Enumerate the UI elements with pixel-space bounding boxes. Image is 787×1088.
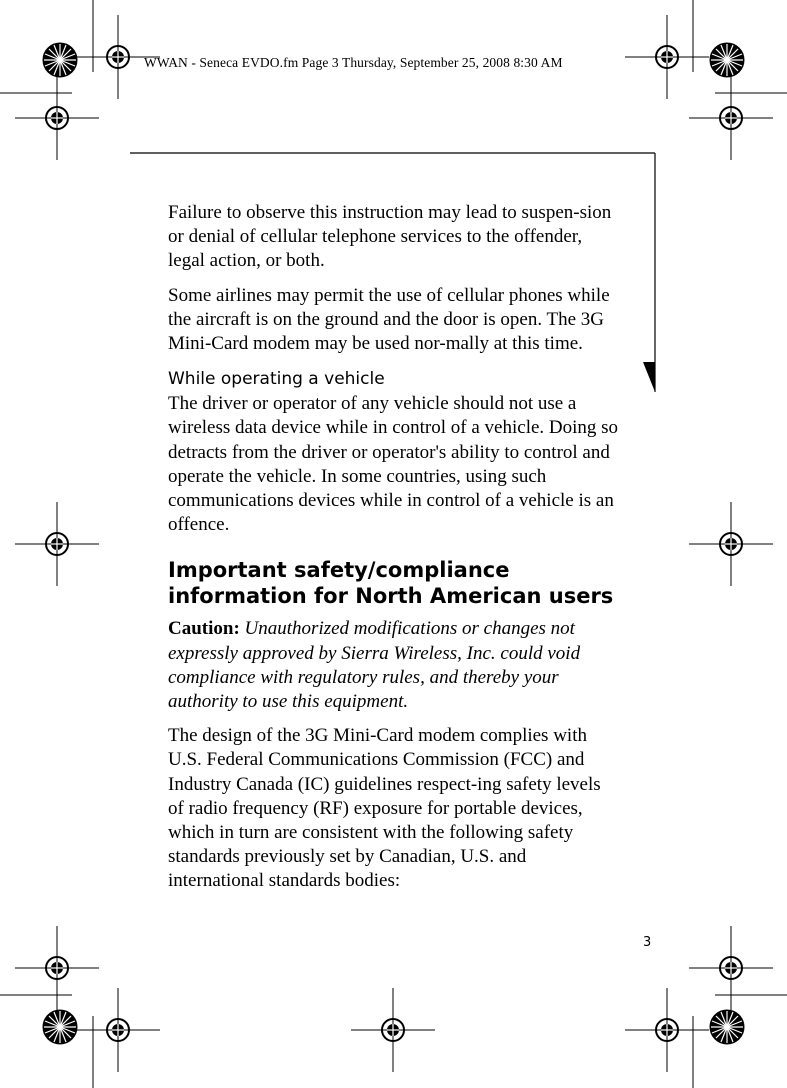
paragraph-airlines: Some airlines may permit the use of cellular phones while the aircraft is on the ground and the door is open. The 3G Mini-Card modem may be used nor-mally at this time. [168, 284, 610, 355]
paragraph-failure: Failure to observe this instruction may lead to suspen-sion or denial of cellular telephone services to the offender, legal action, or both. [168, 202, 612, 272]
caution-text: Unauthorized modifications or changes not expressly approved by Sierra Wireless, Inc. could void compliance with regulatory rules, and thereby your authority to use this equipment. [168, 618, 581, 713]
heading-vehicle: While operating a vehicle [168, 369, 385, 390]
paragraph-vehicle: The driver or operator of any vehicle should not use a wireless data device while in control of a vehicle. Doing so detracts from the driver or operator's ability to control and operate the vehicle. In some countries, using such communications devices while in control of a vehicle is an offence. [168, 393, 619, 536]
paragraph-caution [168, 617, 620, 714]
heading-safety-compliance: Important safety/compliance information for North American users [168, 558, 614, 609]
print-slug: WWAN - Seneca EVDO.fm Page 3 Thursday, September 25, 2008 8:30 AM [144, 55, 563, 70]
caution-label: Caution: [168, 618, 240, 640]
paragraph-fcc-design: The design of the 3G Mini-Card modem complies with U.S. Federal Communications Commission (FCC) and Industry Canada (IC) guidelines respect-ing safety levels of radio frequency (RF) exposure for portable devices, which in turn are consistent with the following safety standards previously set by Canadian, U.S. and international standards bodies: [168, 725, 601, 892]
main-content [168, 201, 620, 904]
page-number: 3 [643, 935, 652, 950]
